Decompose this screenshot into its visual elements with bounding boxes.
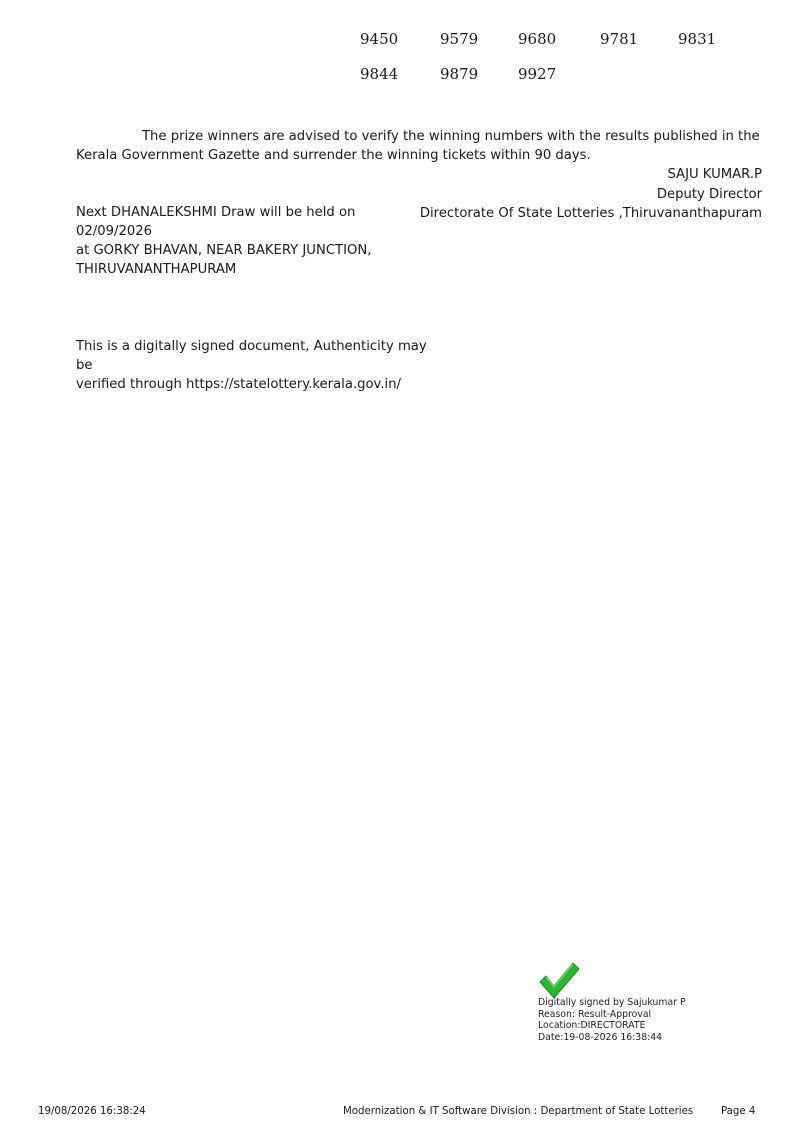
numbers-row-2 <box>360 65 760 100</box>
winning-number: 9781 <box>600 30 639 48</box>
prize-advice-paragraph: The prize winners are advised to verify the winning numbers with the results published in the Kerala Government Gazette and surrender the winning tickets within 90 days. <box>76 129 760 163</box>
page-footer <box>0 1106 800 1122</box>
numbers-row-1 <box>360 30 760 65</box>
footer-page-number: Page 4 <box>721 1106 756 1117</box>
authenticity-notice <box>76 337 436 394</box>
authenticity-line: This is a digitally signed document, Authenticity may be <box>76 339 427 373</box>
signatory-title: Deputy Director <box>656 187 762 202</box>
winning-number: 9579 <box>440 30 479 48</box>
winning-number: 9831 <box>678 30 717 48</box>
winning-number: 9450 <box>360 30 399 48</box>
next-draw-notice <box>76 203 421 279</box>
next-draw-line: at GORKY BHAVAN, NEAR BAKERY JUNCTION, <box>76 243 372 258</box>
winning-numbers-grid <box>360 30 760 100</box>
next-draw-line: THIRUVANANTHAPURAM <box>76 262 237 277</box>
signature-reason: Reason: Result-Approval <box>538 1008 652 1020</box>
winning-number: 9844 <box>360 65 399 83</box>
winning-number: 9927 <box>518 65 557 83</box>
next-draw-line: Next DHANALEKSHMI Draw will be held on 02/09/2026 <box>76 205 356 239</box>
authenticity-line: verified through https://statelottery.kerala.gov.in/ <box>76 377 401 392</box>
digital-signature-block <box>538 960 758 1043</box>
green-checkmark-icon <box>538 960 580 1000</box>
footer-division: Modernization & IT Software Division : Department of State Lotteries <box>343 1106 694 1117</box>
footer-timestamp: 19/08/2026 16:38:24 <box>38 1106 146 1117</box>
winning-number: 9879 <box>440 65 479 83</box>
signature-signed-by: Digitally signed by Sajukumar P <box>538 997 686 1008</box>
signatory-block <box>657 165 762 205</box>
signature-location: Location:DIRECTORATE <box>538 1020 646 1032</box>
signatory-office: Directorate Of State Lotteries ,Thiruvananthapuram <box>419 206 762 221</box>
signature-date: Date:19-08-2026 16:38:44 <box>538 1031 663 1043</box>
winning-number: 9680 <box>518 30 557 48</box>
signatory-name: SAJU KUMAR.P <box>667 167 762 182</box>
